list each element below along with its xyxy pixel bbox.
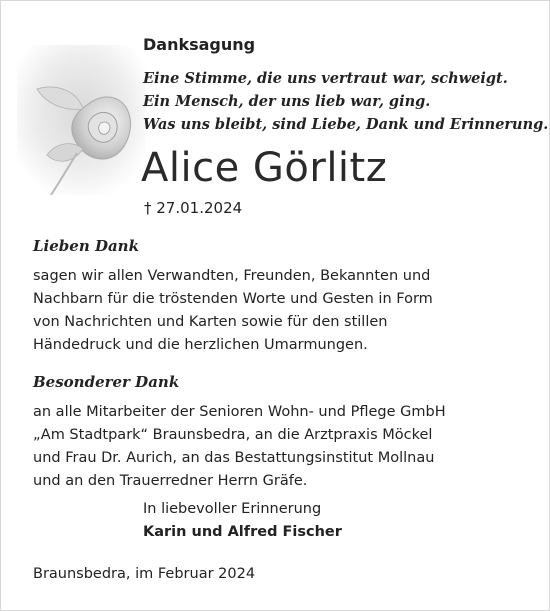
poem-line: Eine Stimme, die uns vertraut war, schweigt.: [143, 70, 508, 87]
poem-line: Was uns bleibt, sind Liebe, Dank und Erinnerung.: [143, 116, 549, 133]
body-line: an alle Mitarbeiter der Senioren Wohn- und Pflege GmbH: [33, 404, 446, 420]
rose-image: [17, 45, 145, 195]
section-title-besonderer-dank: Besonderer Dank: [33, 373, 180, 391]
body-line: und Frau Dr. Aurich, an das Bestattungsinstitut Mollnau: [33, 450, 435, 466]
body-line: Nachbarn für die tröstenden Worte und Gesten in Form: [33, 291, 433, 307]
section-body-besonderer-dank: [33, 401, 446, 493]
death-date: † 27.01.2024: [144, 199, 243, 217]
section-body-lieben-dank: [33, 265, 433, 357]
body-line: und an den Trauerredner Herrn Gräfe.: [33, 473, 308, 489]
notice-heading: Danksagung: [143, 35, 256, 54]
body-line: Händedruck und die herzlichen Umarmungen.: [33, 337, 368, 353]
signature-names: Karin und Alfred Fischer: [143, 524, 342, 540]
poem: [143, 67, 548, 136]
body-line: sagen wir allen Verwandten, Freunden, Bekannten und: [33, 268, 431, 284]
body-line: „Am Stadtpark“ Braunsbedra, an die Arztpraxis Möckel: [33, 427, 433, 443]
body-line: von Nachrichten und Karten sowie für den stillen: [33, 314, 388, 330]
deceased-name: Alice Görlitz: [141, 145, 388, 191]
section-title-lieben-dank: Lieben Dank: [33, 237, 139, 255]
poem-line: Ein Mensch, der uns lieb war, ging.: [143, 93, 431, 110]
signature-intro: In liebevoller Erinnerung: [143, 501, 322, 517]
place-date: Braunsbedra, im Februar 2024: [33, 566, 256, 582]
